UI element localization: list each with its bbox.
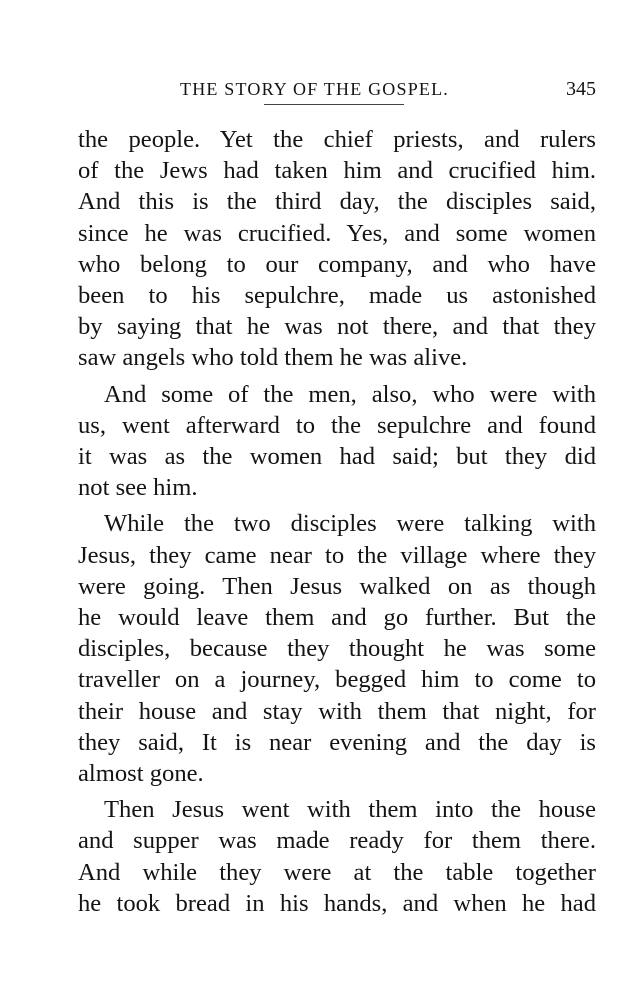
text-line: And while they were at the table together	[78, 858, 596, 886]
text-line: saw angels who told them he was alive.	[78, 344, 468, 372]
text-line: been to his sepulchre, made us astonished	[78, 282, 596, 310]
text-line: since he was crucified. Yes, and some women	[78, 219, 596, 247]
text-line: disciples, because they thought he was some	[78, 635, 596, 663]
header-rule	[264, 104, 404, 105]
text-line: Jesus, they came near to the village where they	[78, 541, 596, 569]
paragraph	[78, 794, 596, 919]
paragraph	[78, 379, 596, 504]
text-line: not see him.	[78, 474, 198, 502]
text-line: traveller on a journey, begged him to come to	[78, 666, 596, 694]
page-body	[78, 124, 596, 924]
text-line: While the two disciples were talking with	[104, 510, 596, 538]
text-line: were going. Then Jesus walked on as though	[78, 572, 596, 600]
text-line: by saying that he was not there, and that they	[78, 313, 596, 341]
text-line: their house and stay with them that night, for	[78, 697, 596, 725]
paragraph	[78, 124, 596, 374]
text-line: it was as the women had said; but they did	[78, 443, 596, 471]
text-line: almost gone.	[78, 760, 204, 788]
page-header	[78, 74, 596, 104]
text-line: And this is the third day, the disciples said,	[78, 188, 596, 216]
page-number: 345	[566, 78, 596, 100]
text-line: they said, It is near evening and the day is	[78, 728, 596, 756]
text-line: who belong to our company, and who have	[78, 250, 596, 278]
text-line: Then Jesus went with them into the house	[104, 796, 596, 824]
text-line: And some of the men, also, who were with	[104, 380, 596, 408]
text-line: he would leave them and go further. But the	[78, 604, 596, 632]
text-line: he took bread in his hands, and when he had	[78, 889, 596, 917]
text-line: of the Jews had taken him and crucified him.	[78, 157, 596, 185]
paragraph	[78, 508, 596, 789]
text-line: us, went afterward to the sepulchre and found	[78, 411, 596, 439]
text-line: the people. Yet the chief priests, and rulers	[78, 126, 596, 153]
running-title: THE STORY OF THE GOSPEL.	[180, 79, 449, 99]
text-line: and supper was made ready for them there.	[78, 827, 596, 855]
